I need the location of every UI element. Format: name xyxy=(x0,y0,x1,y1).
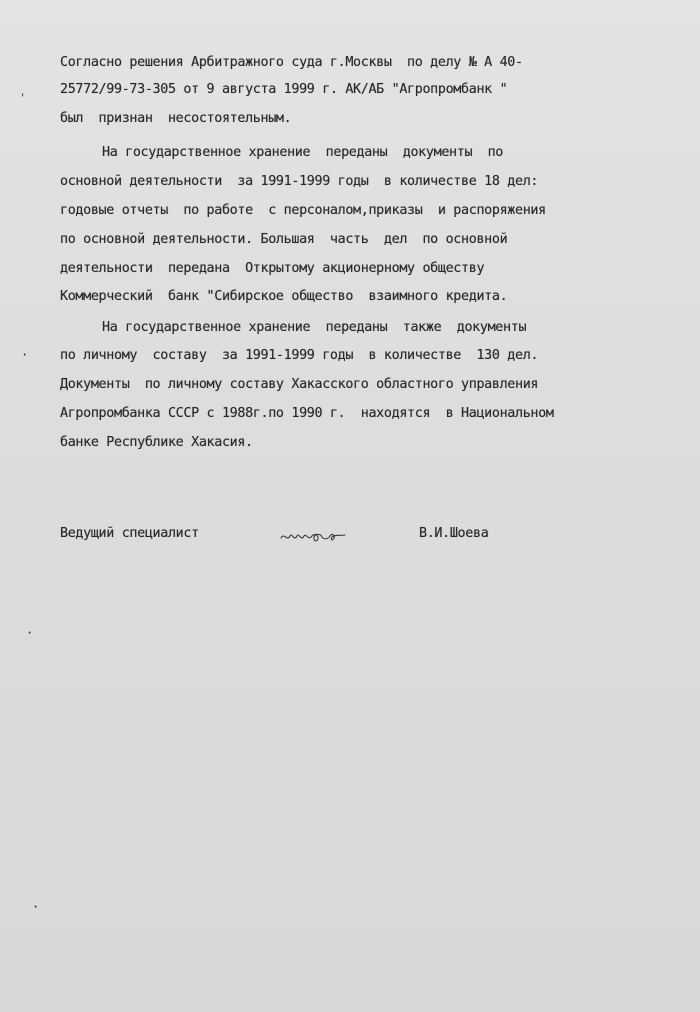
text-line-11: по личному составу за 1991-1999 годы в количестве 130 дел. xyxy=(60,348,539,363)
text-line-4: На государственное хранение переданы документы по xyxy=(102,145,504,160)
signatory-title: Ведущий специалист xyxy=(60,526,199,541)
text-line-12: Документы по личному составу Хакасского областного управления xyxy=(60,377,539,392)
text-line-8: деятельности передана Открытому акционерному обществу xyxy=(60,261,485,276)
text-line-10: На государственное хранение переданы также документы xyxy=(102,320,527,335)
text-line-2: 25772/99-73-305 от 9 августа 1999 г. АК/АБ "Агропромбанк " xyxy=(60,82,508,97)
margin-mark: · xyxy=(32,900,40,914)
text-line-5: основной деятельности за 1991-1999 годы в количестве 18 дел: xyxy=(60,174,539,189)
text-line-9: Коммерческий банк "Сибирское общество взаимного кредита. xyxy=(60,289,508,304)
text-line-3: был признан несостоятельным. xyxy=(60,111,292,126)
signatory-name: В.И.Шоева xyxy=(419,526,489,541)
margin-mark: ˌ xyxy=(18,83,29,99)
text-line-7: по основной деятельности. Большая часть дел по основной xyxy=(60,232,508,247)
margin-mark: · xyxy=(21,348,29,362)
margin-mark: · xyxy=(26,626,34,640)
text-line-1: Согласно решения Арбитражного суда г.Москвы по делу № А 40- xyxy=(60,55,523,70)
text-line-6: годовые отчеты по работе с персоналом,приказы и распоряжения xyxy=(60,203,546,218)
text-line-13: Агропромбанка СССР с 1988г.по 1990 г. находятся в Национальном xyxy=(60,406,554,421)
text-line-14: банке Республике Хакасия. xyxy=(60,435,253,450)
handwritten-signature xyxy=(278,520,348,550)
